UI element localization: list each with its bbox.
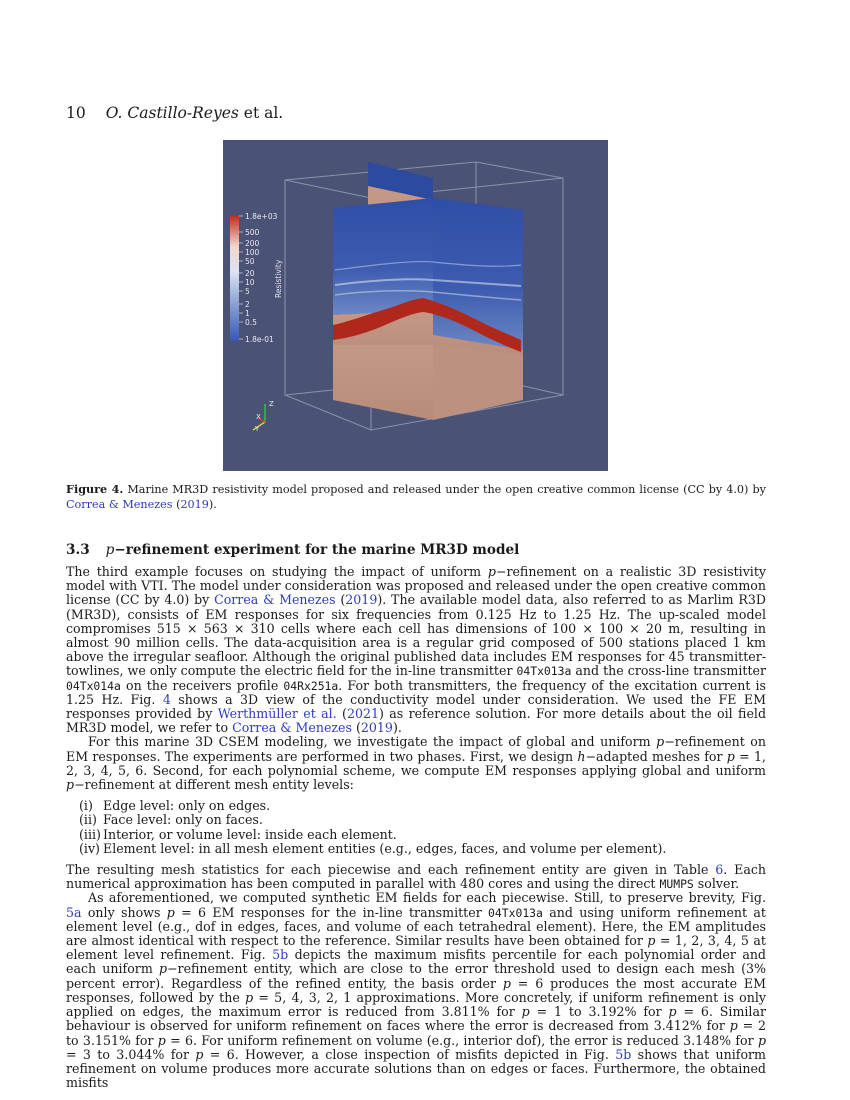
caption-label: Figure 4.	[66, 482, 124, 496]
paragraph-3	[66, 863, 766, 891]
caption-end: .	[213, 498, 217, 511]
text: The resulting mesh statistics for each piecewise and each refinement entity are given in Table	[66, 862, 716, 878]
paragraph-4	[66, 891, 766, 1090]
text: and using uniform refinement at element level (e.g., dof in edges, faces, and volume of each tetrahedral element). Here, the EM amplitudes are almost identical with respect to the reference. Similar results have been obtained for	[66, 904, 766, 949]
code-transmitter: 04Tx013a	[488, 905, 543, 920]
section-number: 3.3	[66, 542, 90, 558]
math-p: p	[668, 1004, 677, 1020]
math-p: p	[647, 933, 656, 949]
colorbar-tick: 50	[245, 257, 255, 266]
list-item	[79, 828, 766, 842]
list-item	[79, 813, 766, 827]
colorbar-scale	[230, 215, 239, 341]
text: ). The available model data, also referred to as Marlim R3D (MR3D), consists of EM responses for six frequencies from 0.125 Hz to 1.25 Hz. The up-scaled model compromises 515 × 563 × 310 cells where each cell has dimensions of 100 × 100 × 20 m, resulting in almost 90 million cells. The data-acquisition area is a regular grid composed of 500 stations placed 1 km above the irregular seafloor. Although the original published data includes EM responses for 45 transmitter-towlines, we only compute the electric field for the in-line transmitter	[66, 592, 766, 679]
colorbar-tick: 0.5	[245, 318, 257, 327]
axis-z-label: Z	[269, 400, 274, 408]
inline-slice	[333, 198, 523, 420]
axis-x-label: X	[256, 413, 261, 421]
math-p: p	[521, 1004, 530, 1020]
list-item-label: (i)	[79, 798, 93, 814]
math-p: p	[195, 1046, 204, 1062]
text: . For both transmitters, the frequency of the excitation current is 1.25 Hz. Fig.	[66, 677, 766, 707]
math-p: p	[157, 1032, 166, 1048]
math-p: p	[757, 1032, 766, 1048]
refinement-levels-list	[79, 799, 766, 856]
colorbar-tick: 200	[245, 239, 260, 248]
text: −adapted meshes for	[585, 748, 727, 764]
citation-year[interactable]: 2021	[346, 706, 380, 722]
text: = 2 to 3.151% for	[66, 1018, 766, 1048]
text: on the receivers profile	[120, 677, 284, 693]
figure-4-image	[223, 140, 608, 471]
code-transmitter: 04Tx013a	[516, 664, 572, 679]
page-number: 10	[66, 104, 86, 122]
math-p: p	[726, 748, 735, 764]
paragraph-1: The third example focuses on studying the impact of uniform p−refinement on a realistic 3D resistivity model with VTI. The model under consideration was proposed and released under the open creative common license (CC by 4.0) by Correa & Menezes (2019). The available model data, also referred to as Marlim R3D (MR3D), consists of EM responses for six frequencies from 0.125 Hz to 1.25 Hz. The up-scaled model compromises 515 × 563 × 310 cells where each cell has dimensions of 100 × 100 × 20 m, resulting in almost 90 million cells. The data-acquisition area is a regular grid composed of 500 stations placed 1 km above the irregular seafloor. Although the original published data includes EM responses for 45 transmitter-towlines, we only compute the electric field for the in-line transmitter 04Tx013a and the cross-line transmitter 04Tx014a on the receivers profile 04Rx251a. For both transmitters, the frequency of the excitation current is 1.25 Hz. Fig. 4 shows a 3D view of the conductivity model under consideration. We used the FE EM responses provided by Werthmüller et al. (2021) as reference solution. For more details about the oil field MR3D model, we refer to Correa & Menezes (2019).	[66, 564, 767, 736]
text: The third example focuses on studying the impact of uniform	[66, 564, 488, 579]
body-text	[66, 565, 766, 1090]
code-transmitter: 04Tx014a	[66, 678, 121, 693]
figure-ref-link[interactable]: 5a	[66, 904, 82, 920]
text: shows a 3D view of the conductivity model under consideration. We used the FE EM responses provided by	[66, 691, 766, 722]
list-item-text: Edge level: only on edges.	[103, 798, 271, 814]
text: −refinement on EM responses. The experiments are performed in two phases. First, we design	[66, 734, 766, 764]
math-p: p	[729, 1018, 738, 1034]
running-head-authors: O. Castillo-Reyes	[105, 104, 239, 122]
list-item-text: Element level: in all mesh element entities (e.g., edges, faces, and volume per element).	[103, 840, 667, 856]
list-item-text: Face level: only on faces.	[103, 812, 263, 828]
text: only shows	[81, 904, 167, 920]
math-p: p	[166, 904, 175, 920]
caption-text: Marine MR3D resistivity model proposed and released under the open creative common license (CC by 4.0) by	[123, 483, 766, 496]
list-item-label: (ii)	[79, 812, 97, 828]
figure-ref-link[interactable]: 5b	[272, 947, 289, 963]
text: depicts the maximum misfits percentile for each polynomial order and each uniform	[66, 947, 766, 977]
citation-link[interactable]: Werthmüller et al.	[217, 706, 337, 722]
code-receiver: 04Rx251a	[283, 678, 339, 693]
colorbar-tick: 5	[245, 287, 250, 296]
list-item	[79, 799, 766, 813]
resistivity-model-render	[223, 140, 608, 471]
section-title-text: −refinement experiment for the marine MR3D model	[114, 542, 520, 558]
math-p: p	[158, 961, 167, 977]
colorbar-title: Resistivity	[274, 259, 283, 298]
figure-ref-link[interactable]: 4	[162, 691, 171, 707]
text: . Each numerical approximation has been computed in parallel with 480 cores and using the direct	[66, 862, 766, 892]
math-p: p	[245, 989, 254, 1005]
math-h: h	[577, 748, 586, 764]
text: = 1, 2, 3, 4, 5, 6. Second, for each polynomial scheme, we compute EM responses applying global and uniform	[66, 748, 766, 778]
text: = 6 produces the most accurate EM responses, followed by the	[66, 975, 767, 1005]
section-heading	[66, 542, 519, 558]
colorbar-tick: 10	[245, 278, 255, 287]
text: = 3 to 3.044% for	[66, 1046, 196, 1062]
text: = 6. However, a close inspection of misfits depicted in Fig.	[203, 1046, 616, 1062]
axis-y-label: Y	[255, 425, 260, 433]
running-head	[66, 104, 283, 122]
colorbar-tick: 1	[245, 309, 250, 318]
caption-citation-link[interactable]: Correa & Menezes	[66, 498, 173, 511]
figure-caption: Figure 4. Marine MR3D resistivity model proposed and released under the open creative common license (CC by 4.0) by Correa & Menezes (2019).	[66, 482, 766, 511]
text: solver.	[693, 876, 740, 892]
paragraph-2	[66, 735, 766, 792]
colorbar-tick: 1.8e+03	[245, 212, 278, 221]
math-p: p	[66, 777, 75, 793]
citation-year[interactable]: 2019	[360, 720, 393, 736]
colorbar-tick: 2	[245, 300, 250, 309]
figure-ref-link[interactable]: 5b	[615, 1046, 632, 1062]
text: −refinement at different mesh entity levels:	[74, 777, 354, 793]
text: = 1, 2, 3, 4, 5 at element level refinement. Fig.	[66, 933, 766, 963]
table-ref-link[interactable]: 6	[715, 862, 724, 878]
text: = 6 EM responses for the in-line transmitter	[174, 904, 489, 920]
text: and the cross-line transmitter	[571, 663, 766, 679]
caption-citation-year[interactable]: 2019	[180, 498, 209, 511]
list-item-text: Interior, or volume level: inside each element.	[103, 826, 397, 842]
text: For this marine 3D CSEM modeling, we investigate the impact of global and uniform	[88, 734, 657, 750]
math-p: p	[656, 734, 665, 750]
section-p: p	[105, 542, 115, 558]
text: = 5, 4, 3, 2, 1 approximations. More concretely, if uniform refinement is only applied on edges, the maximum error is reduced from 3.811% for	[66, 989, 767, 1020]
list-item-label: (iv)	[79, 840, 100, 856]
code-solver: MUMPS	[659, 877, 694, 892]
text: −refinement entity, which are close to the error threshold used to design each mesh (3% percent error). Regardless of the refined entity, the basis order	[66, 961, 766, 991]
list-item-label: (iii)	[79, 826, 101, 842]
list-item	[79, 842, 766, 856]
citation-link[interactable]: Correa & Menezes	[232, 720, 352, 736]
text: −refinement on a realistic 3D resistivity model with VTI. The model under consideration was proposed and released under the open creative common license (CC by 4.0) by	[66, 564, 767, 608]
text: ).	[392, 720, 402, 736]
math-p: p	[502, 975, 511, 991]
text: = 1 to 3.192% for	[529, 1004, 669, 1020]
citation-link[interactable]: Correa & Menezes	[214, 592, 336, 608]
citation-year[interactable]: 2019	[345, 592, 378, 608]
text: As aforementioned, we computed synthetic EM fields for each piecewise. Still, to preserve brevity, Fig.	[88, 890, 766, 906]
math-p: p	[487, 564, 496, 579]
running-head-etal: et al.	[238, 104, 284, 122]
colorbar-tick: 100	[245, 248, 260, 257]
text: = 6. For uniform refinement on volume (e.g., interior dof), the error is reduced 3.148% for	[165, 1032, 758, 1048]
colorbar-tick: 1.8e-01	[245, 335, 274, 344]
text: ) as reference solution. For more details about the oil field MR3D model, we refer to	[66, 706, 766, 736]
colorbar-tick: 500	[245, 228, 260, 237]
colorbar-tick: 20	[245, 269, 255, 278]
text: shows that uniform refinement on volume produces more accurate solutions than on edges or faces. Furthermore, the obtained misfits	[66, 1046, 766, 1091]
text: = 6. Similar behaviour is observed for uniform refinement on faces where the error is decreased from 3.412% for	[66, 1004, 766, 1034]
